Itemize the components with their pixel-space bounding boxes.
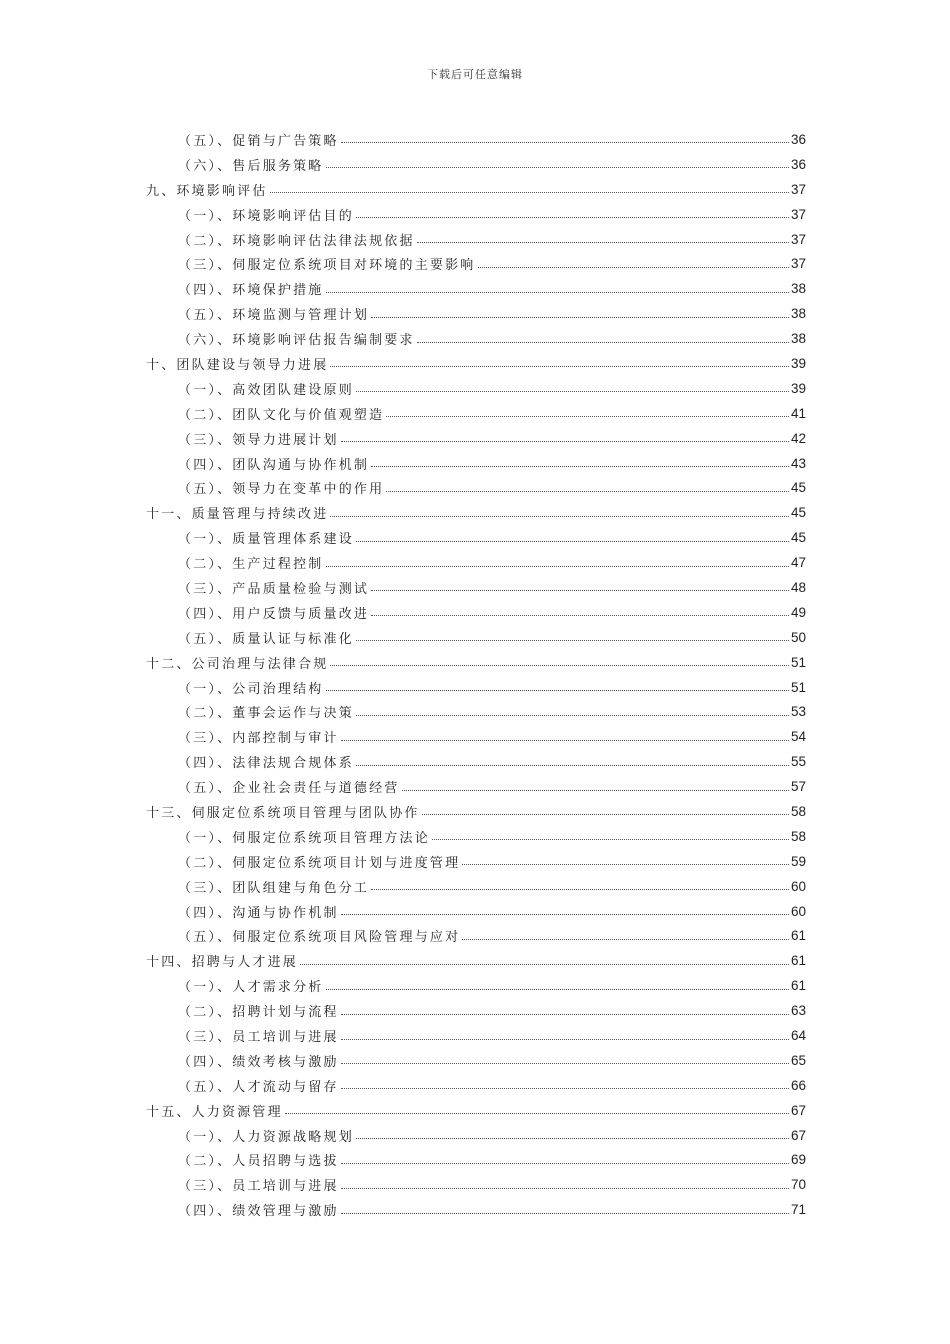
toc-page-number: 39 xyxy=(790,380,806,396)
toc-entry-title: 十四、招聘与人才进展 xyxy=(146,955,299,971)
toc-section-entry[interactable] xyxy=(178,774,806,799)
toc-entry-title: （四）、沟通与协作机制 xyxy=(178,905,339,921)
toc-page-number: 69 xyxy=(790,1152,806,1168)
toc-page-number: 61 xyxy=(790,953,806,969)
toc-entry-title: （四）、绩效考核与激励 xyxy=(178,1054,339,1070)
toc-page-number: 61 xyxy=(790,928,806,944)
toc-section-entry[interactable] xyxy=(178,475,806,500)
toc-entry-title: （四）、团队沟通与协作机制 xyxy=(178,457,370,473)
toc-page-number: 45 xyxy=(790,505,806,521)
toc-dot-leader xyxy=(285,1112,789,1114)
toc-dot-leader xyxy=(422,813,789,815)
toc-dot-leader xyxy=(417,241,789,243)
toc-dot-leader xyxy=(326,565,789,567)
toc-entry-title: （三）、内部控制与审计 xyxy=(178,731,339,747)
toc-page-number: 61 xyxy=(790,978,806,994)
toc-page-number: 37 xyxy=(790,181,806,197)
toc-page-number: 57 xyxy=(790,779,806,795)
page-header: 下载后可任意编辑 xyxy=(427,68,523,81)
toc-dot-leader xyxy=(326,988,789,990)
toc-entry-title: （六）、售后服务策略 xyxy=(178,158,324,174)
toc-entry-title: （五）、促销与广告策略 xyxy=(178,133,339,149)
toc-dot-leader xyxy=(356,639,789,641)
toc-dot-leader xyxy=(341,1013,789,1015)
toc-dot-leader xyxy=(341,141,789,143)
toc-page-number: 38 xyxy=(790,306,806,322)
toc-entry-title: （一）、公司治理结构 xyxy=(178,681,324,697)
toc-dot-leader xyxy=(356,216,789,218)
toc-dot-leader xyxy=(356,390,789,392)
toc-dot-leader xyxy=(386,490,789,492)
toc-page-number: 50 xyxy=(790,629,806,645)
toc-entry-title: （一）、伺服定位系统项目管理方法论 xyxy=(178,830,430,846)
toc-section-entry[interactable] xyxy=(178,227,806,252)
toc-section-entry[interactable] xyxy=(178,973,806,998)
toc-dot-leader xyxy=(371,589,789,591)
toc-entry-title: （三）、团队组建与角色分工 xyxy=(178,880,370,896)
toc-entry-title: （五）、企业社会责任与道德经营 xyxy=(178,781,400,797)
toc-entry-title: （三）、员工培训与进展 xyxy=(178,1030,339,1045)
toc-section-entry[interactable] xyxy=(178,699,806,724)
toc-chapter-entry[interactable] xyxy=(146,500,806,525)
toc-page-number: 37 xyxy=(790,206,806,222)
toc-page-number: 48 xyxy=(790,579,806,595)
toc-page-number: 67 xyxy=(790,1127,806,1143)
toc-entry-title: （四）、环境保护措施 xyxy=(178,283,324,299)
toc-page-number: 64 xyxy=(790,1028,806,1043)
toc-chapter-entry[interactable] xyxy=(146,351,806,376)
toc-page-number: 41 xyxy=(790,405,806,421)
toc-dot-leader xyxy=(326,166,789,168)
toc-section-entry[interactable] xyxy=(178,1148,806,1173)
toc-dot-leader xyxy=(326,689,789,691)
toc-entry-title: （二）、人员招聘与选拔 xyxy=(178,1154,339,1170)
toc-section-entry[interactable] xyxy=(178,575,806,600)
toc-entry-title: 九、环境影响评估 xyxy=(146,183,268,199)
toc-entry-title: （一）、质量管理体系建设 xyxy=(178,532,354,548)
toc-dot-leader xyxy=(432,838,789,840)
toc-section-entry[interactable] xyxy=(178,625,806,650)
toc-entry-title: （五）、质量认证与标准化 xyxy=(178,631,354,647)
toc-dot-leader xyxy=(341,1187,789,1189)
toc-chapter-entry[interactable] xyxy=(146,650,806,675)
toc-entry-title: （二）、董事会运作与决策 xyxy=(178,706,354,722)
toc-dot-leader xyxy=(462,938,789,940)
toc-page-number: 43 xyxy=(790,455,806,471)
toc-page-number: 53 xyxy=(790,704,806,720)
toc-dot-leader xyxy=(330,515,789,517)
toc-section-entry[interactable] xyxy=(178,525,806,550)
toc-dot-leader xyxy=(356,714,789,716)
toc-dot-leader xyxy=(356,764,789,766)
toc-page-number: 42 xyxy=(790,430,806,446)
toc-page-number: 49 xyxy=(790,604,806,620)
toc-page-number: 60 xyxy=(790,878,806,894)
toc-page-number: 37 xyxy=(790,231,806,247)
toc-section-entry[interactable] xyxy=(178,899,806,924)
toc-dot-leader xyxy=(356,540,789,542)
toc-chapter-entry[interactable] xyxy=(146,948,806,973)
toc-section-entry[interactable] xyxy=(178,749,806,774)
toc-page-number: 65 xyxy=(790,1052,806,1068)
toc-section-entry[interactable] xyxy=(178,426,806,451)
toc-entry-title: （二）、生产过程控制 xyxy=(178,557,324,573)
toc-section-entry[interactable] xyxy=(178,849,806,874)
toc-section-entry[interactable] xyxy=(178,675,806,700)
toc-entry-title: （一）、人才需求分析 xyxy=(178,980,324,996)
toc-entry-title: （四）、用户反馈与质量改进 xyxy=(178,606,370,622)
toc-entry-title: （一）、环境影响评估目的 xyxy=(178,208,354,224)
toc-entry-title: （五）、人才流动与留存 xyxy=(178,1079,339,1095)
toc-page-number: 55 xyxy=(790,754,806,770)
toc-entry-title: 十二、公司治理与法律合规 xyxy=(146,656,329,672)
toc-entry-title: （四）、绩效管理与激励 xyxy=(178,1204,339,1220)
toc-entry-title: （五）、环境监测与管理计划 xyxy=(178,308,370,324)
toc-page-number: 45 xyxy=(790,480,806,496)
toc-dot-leader xyxy=(330,365,789,367)
toc-dot-leader xyxy=(462,863,789,865)
toc-section-entry[interactable] xyxy=(178,202,806,227)
toc-section-entry[interactable] xyxy=(178,301,806,326)
toc-section-entry[interactable] xyxy=(178,824,806,849)
toc-dot-leader xyxy=(356,1137,789,1139)
toc-chapter-entry[interactable] xyxy=(146,799,806,824)
toc-entry-title: （一）、高效团队建设原则 xyxy=(178,382,354,398)
toc-dot-leader xyxy=(341,1038,789,1040)
toc-section-entry[interactable] xyxy=(178,550,806,575)
toc-page-number: 54 xyxy=(790,729,806,745)
toc-dot-leader xyxy=(341,1062,789,1064)
toc-dot-leader xyxy=(341,1212,789,1214)
toc-dot-leader xyxy=(341,913,789,915)
toc-page-number: 71 xyxy=(790,1202,806,1218)
toc-page-number: 60 xyxy=(790,903,806,919)
toc-section-entry[interactable] xyxy=(178,152,806,177)
toc-dot-leader xyxy=(270,191,789,193)
toc-dot-leader xyxy=(341,739,789,741)
toc-section-entry[interactable] xyxy=(178,1123,806,1148)
toc-section-entry[interactable] xyxy=(178,1023,806,1048)
toc-section-entry[interactable] xyxy=(178,376,806,401)
toc-section-entry[interactable] xyxy=(178,1073,806,1098)
toc-section-entry[interactable] xyxy=(178,724,806,749)
table-of-contents xyxy=(0,127,950,1222)
toc-entry-title: （三）、领导力进展计划 xyxy=(178,432,339,448)
toc-entry-title: （二）、伺服定位系统项目计划与进度管理 xyxy=(178,855,461,871)
toc-entry-title: （四）、法律法规合规体系 xyxy=(178,756,354,772)
toc-chapter-entry[interactable] xyxy=(146,1098,806,1123)
toc-entry-title: 十五、人力资源管理 xyxy=(146,1104,283,1120)
toc-dot-leader xyxy=(371,316,789,318)
toc-dot-leader xyxy=(386,415,789,417)
toc-page-number: 66 xyxy=(790,1077,806,1093)
toc-entry-title: （六）、环境影响评估报告编制要求 xyxy=(178,333,415,349)
toc-dot-leader xyxy=(341,440,789,442)
toc-entry-title: （二）、招聘计划与流程 xyxy=(178,1005,339,1021)
toc-entry-title: （五）、领导力在变革中的作用 xyxy=(178,482,385,498)
toc-entry-title: （三）、产品质量检验与测试 xyxy=(178,581,370,597)
toc-page-number: 45 xyxy=(790,530,806,546)
toc-page-number: 70 xyxy=(790,1177,806,1193)
toc-entry-title: （五）、伺服定位系统项目风险管理与应对 xyxy=(178,930,461,946)
toc-entry-title: （二）、环境影响评估法律法规依据 xyxy=(178,233,415,249)
toc-entry-title: 十一、质量管理与持续改进 xyxy=(146,507,329,523)
toc-page-number: 47 xyxy=(790,555,806,571)
toc-entry-title: 十三、伺服定位系统项目管理与团队协作 xyxy=(146,805,420,821)
toc-section-entry[interactable] xyxy=(178,276,806,301)
toc-dot-leader xyxy=(341,1162,789,1164)
toc-dot-leader xyxy=(371,614,789,616)
toc-page-number: 38 xyxy=(790,331,806,347)
toc-dot-leader xyxy=(478,266,789,268)
toc-entry-title: （三）、员工培训与进展 xyxy=(178,1179,339,1195)
toc-section-entry[interactable] xyxy=(178,600,806,625)
toc-page-number: 63 xyxy=(790,1003,806,1019)
toc-section-entry[interactable] xyxy=(178,1172,806,1197)
toc-page-number: 36 xyxy=(790,156,806,172)
toc-dot-leader xyxy=(371,888,789,890)
toc-page-number: 59 xyxy=(790,853,806,869)
toc-entry-title: （二）、团队文化与价值观塑造 xyxy=(178,407,385,423)
toc-entry-title: （三）、伺服定位系统项目对环境的主要影响 xyxy=(178,258,476,274)
toc-dot-leader xyxy=(326,291,789,293)
toc-section-entry[interactable] xyxy=(178,127,806,152)
toc-section-entry[interactable] xyxy=(178,874,806,899)
toc-page-number: 39 xyxy=(790,355,806,371)
toc-section-entry[interactable] xyxy=(178,451,806,476)
toc-dot-leader xyxy=(371,465,789,467)
toc-dot-leader xyxy=(402,789,789,791)
toc-dot-leader xyxy=(341,1087,789,1089)
toc-entry-title: 十、团队建设与领导力进展 xyxy=(146,357,329,373)
toc-page-number: 36 xyxy=(790,131,806,147)
toc-entry-title: （一）、人力资源战略规划 xyxy=(178,1129,354,1145)
toc-section-entry[interactable] xyxy=(178,1048,806,1073)
toc-section-entry[interactable] xyxy=(178,1197,806,1222)
toc-dot-leader xyxy=(417,341,789,343)
toc-section-entry[interactable] xyxy=(178,924,806,949)
toc-page-number: 58 xyxy=(790,803,806,819)
toc-dot-leader xyxy=(300,963,789,965)
toc-page-number: 37 xyxy=(790,256,806,272)
toc-page-number: 38 xyxy=(790,281,806,297)
toc-page-number: 51 xyxy=(790,679,806,695)
toc-section-entry[interactable] xyxy=(178,998,806,1023)
toc-page-number: 67 xyxy=(790,1102,806,1118)
toc-chapter-entry[interactable] xyxy=(146,177,806,202)
toc-page-number: 58 xyxy=(790,828,806,844)
toc-dot-leader xyxy=(330,664,789,666)
toc-section-entry[interactable] xyxy=(178,326,806,351)
toc-page-number: 51 xyxy=(790,654,806,670)
toc-section-entry[interactable] xyxy=(178,251,806,276)
toc-section-entry[interactable] xyxy=(178,401,806,426)
